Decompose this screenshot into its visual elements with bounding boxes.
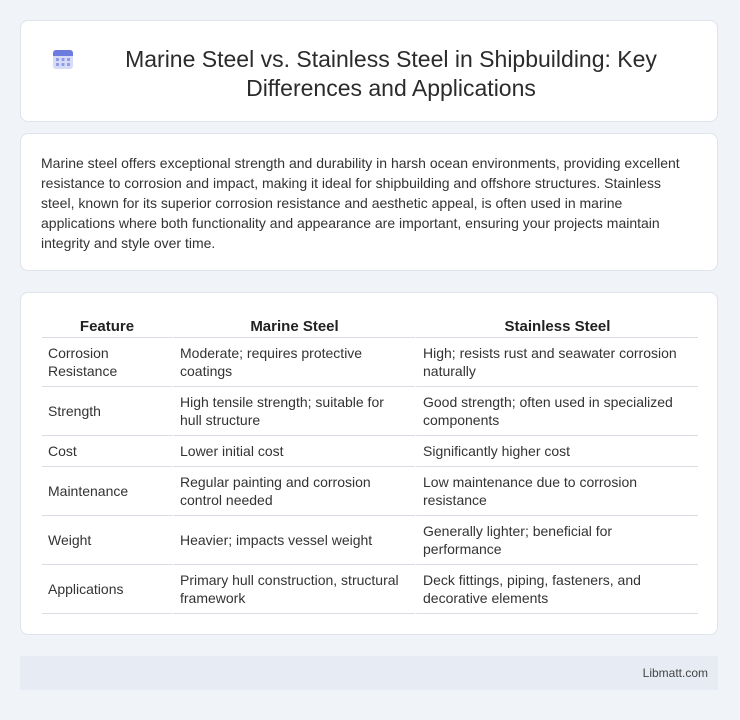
marine-steel-cell: Regular painting and corrosion control needed (172, 467, 415, 516)
stainless-steel-cell: Generally lighter; beneficial for performance (415, 516, 698, 565)
header-marine-steel: Marine Steel (172, 315, 415, 338)
marine-steel-cell: High tensile strength; suitable for hull structure (172, 387, 415, 436)
marine-steel-cell: Primary hull construction, structural framework (172, 565, 415, 614)
stainless-steel-cell: Low maintenance due to corrosion resistance (415, 467, 698, 516)
marine-steel-cell: Moderate; requires protective coatings (172, 338, 415, 387)
comparison-card (20, 292, 718, 635)
header-feature: Feature (42, 315, 172, 338)
calendar-icon (51, 47, 75, 71)
feature-cell: Maintenance (42, 467, 172, 516)
header-stainless-steel: Stainless Steel (415, 315, 698, 338)
table-header-row (42, 315, 698, 338)
footer-site-link[interactable]: Libmatt.com (642, 666, 708, 680)
title-card (20, 20, 718, 122)
stainless-steel-cell: Significantly higher cost (415, 436, 698, 467)
table-row (42, 467, 698, 516)
marine-steel-cell: Lower initial cost (172, 436, 415, 467)
feature-cell: Strength (42, 387, 172, 436)
table-row (42, 387, 698, 436)
intro-paragraph: Marine steel offers exceptional strength and durability in harsh ocean environments, providing excellent resistance to corrosion and impact, making it ideal for shipbuilding and offshore structures. Stainless steel, known for its superior corrosion resistance and aesthetic appeal, is often used in marine applications where both functionality and appearance are important, ensuring your projects maintain integrity and style over time. (41, 155, 680, 251)
feature-cell: Corrosion Resistance (42, 338, 172, 387)
marine-steel-cell: Heavier; impacts vessel weight (172, 516, 415, 565)
table-row (42, 516, 698, 565)
feature-cell: Cost (42, 436, 172, 467)
table-row (42, 565, 698, 614)
stainless-steel-cell: Good strength; often used in specialized components (415, 387, 698, 436)
comparison-table (42, 315, 698, 614)
feature-cell: Applications (42, 565, 172, 614)
table-row (42, 338, 698, 387)
intro-card (20, 133, 718, 271)
feature-cell: Weight (42, 516, 172, 565)
footer (20, 656, 718, 690)
stainless-steel-cell: High; resists rust and seawater corrosion naturally (415, 338, 698, 387)
page-title: Marine Steel vs. Stainless Steel in Shipbuilding: Key Differences and Applications (125, 46, 657, 101)
stainless-steel-cell: Deck fittings, piping, fasteners, and decorative elements (415, 565, 698, 614)
table-row (42, 436, 698, 467)
